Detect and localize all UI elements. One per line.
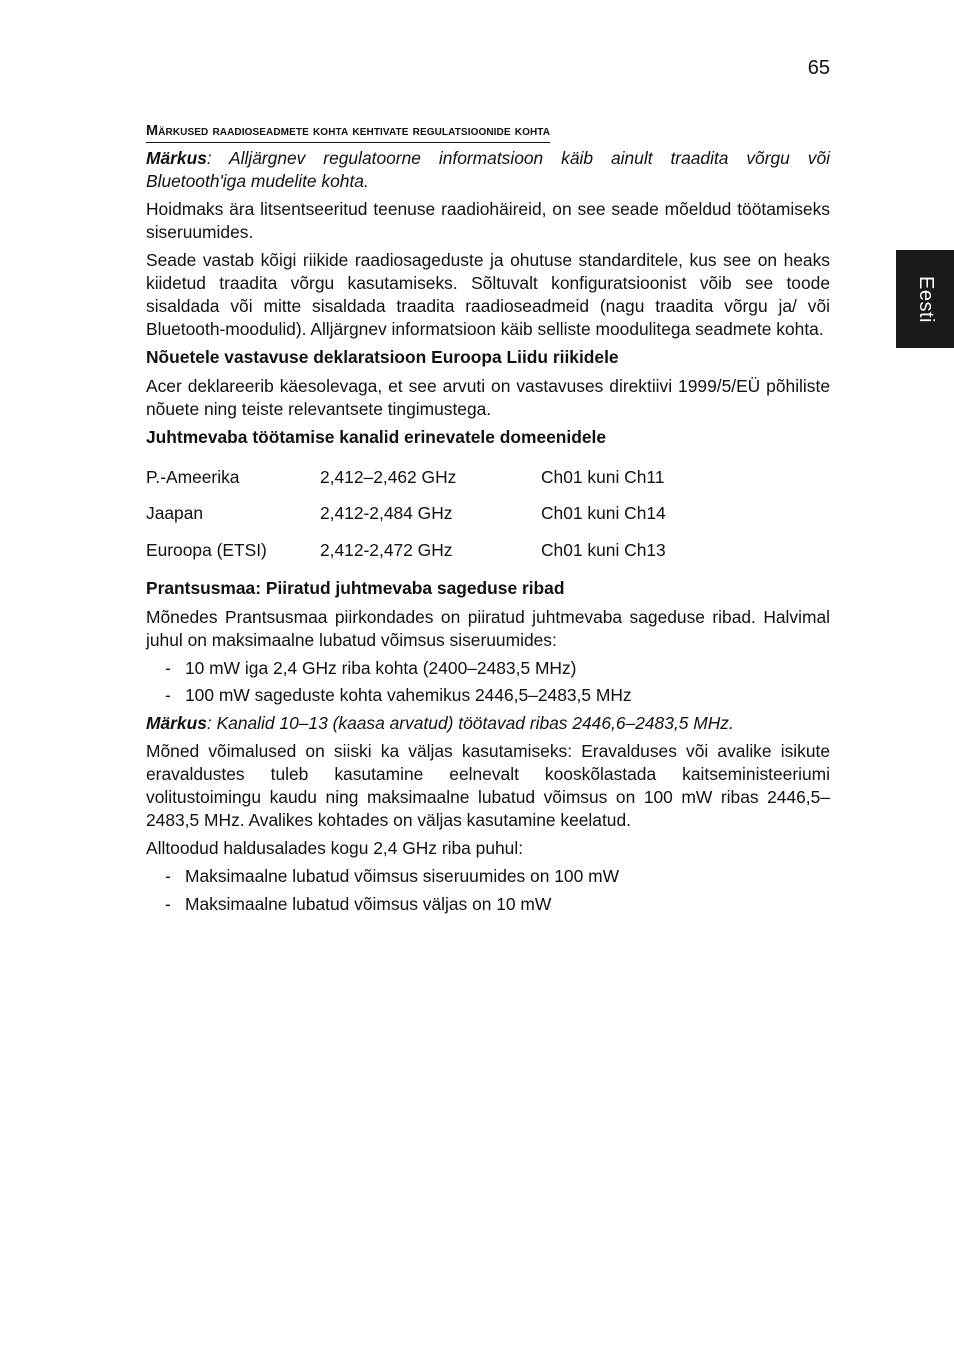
paragraph-outdoor-use: Mõned võimalused on siiski ka väljas kasutamiseks: Eravalduses või avalike isikute eravaldustes tuleb kasutamine eelnevalt kooskõlastada kaitseministeeriumi volitustoimingu kaudu ning maksimaalne lubatud võimsus on 100 mW ribas 2446,5–2483,5 MHz. Avalikes kohtades on väljas kasutamine keelatud. xyxy=(146,741,830,830)
note-label: Märkus xyxy=(146,148,207,168)
note-channels xyxy=(146,712,830,735)
region-cell: Jaapan xyxy=(146,503,204,524)
region-cell: Euroopa (ETSI) xyxy=(146,539,267,560)
power-limit-list xyxy=(146,657,830,708)
page-number: 65 xyxy=(807,57,830,79)
list-item-text: 10 mW iga 2,4 GHz riba kohta (2400–2483,5 MHz) xyxy=(185,657,577,678)
frequency-cell: 2,412-2,484 GHz xyxy=(320,503,453,524)
section-title: Märkused raadioseadmete kohta kehtivate regulatsioonide kohta xyxy=(146,121,550,143)
table-row xyxy=(146,532,830,569)
paragraph-standards: Seade vastab kõigi riikide raadiosageduste ja ohutuse standarditele, kus see on heaks kiidetud traadita võrgu kasutamiseks. Sõltuvalt konfiguratsioonist võib see toode sisaldada või mitte sisaldada traadita raadioseadmeid (nagu traadita võrgu ja/ või Bluetooth-moodulid). Alljärgnev informatsioon käib selliste moodulitega seadmete kohta. xyxy=(146,250,830,339)
dash-mark: - xyxy=(165,657,171,678)
domain-limit-list xyxy=(146,865,830,916)
channel-table xyxy=(146,459,830,569)
channels-cell: Ch01 kuni Ch13 xyxy=(541,539,666,560)
frequency-cell: 2,412-2,472 GHz xyxy=(320,539,453,560)
dash-mark: - xyxy=(165,866,171,886)
note-text: : Alljärgnev regulatoorne informatsioon käib ainult traadita võrgu või Bluetooth'iga mudelite kohta. xyxy=(146,148,830,191)
list-item-text: Maksimaalne lubatud võimsus siseruumides on 100 mW xyxy=(185,866,619,886)
dash-mark: - xyxy=(165,685,171,705)
table-row xyxy=(146,459,830,496)
dash-mark: - xyxy=(165,893,171,914)
heading-eu-declaration: Nõuetele vastavuse deklaratsioon Euroopa Liidu riikidele xyxy=(146,347,619,367)
note-wireless-models xyxy=(146,147,830,193)
list-item xyxy=(146,893,830,916)
frequency-cell: 2,412–2,462 GHz xyxy=(320,466,457,487)
note-label: Märkus xyxy=(146,713,207,733)
heading-france-bands: Prantsusmaa: Piiratud juhtmevaba sageduse ribad xyxy=(146,577,565,598)
channels-cell: Ch01 kuni Ch14 xyxy=(541,503,666,524)
list-item-text: 100 mW sageduste kohta vahemikus 2446,5–2483,5 MHz xyxy=(185,685,632,705)
list-item xyxy=(146,657,830,680)
page-content xyxy=(146,118,830,921)
paragraph-domains: Alltoodud haldusalades kogu 2,4 GHz riba puhul: xyxy=(146,838,524,858)
list-item xyxy=(146,865,830,888)
region-cell: P.-Ameerika xyxy=(146,466,240,487)
heading-wireless-channels: Juhtmevaba töötamise kanalid erinevatele domeenidele xyxy=(146,427,607,447)
list-item xyxy=(146,684,830,707)
channels-cell: Ch01 kuni Ch11 xyxy=(541,466,665,487)
paragraph-indoor-use: Hoidmaks ära litsentseeritud teenuse raadiohäireid, on see seade mõeldud töötamiseks siseruumides. xyxy=(146,199,830,242)
language-tab-label: Eesti xyxy=(914,275,937,323)
paragraph-france-regions: Mõnedes Prantsusmaa piirkondades on piiratud juhtmevaba sageduse ribad. Halvimal juhul on maksimaalne lubatud võimsus siseruumides: xyxy=(146,606,830,650)
list-item-text: Maksimaalne lubatud võimsus väljas on 10 mW xyxy=(185,893,552,914)
note-text: : Kanalid 10–13 (kaasa arvatud) töötavad ribas 2446,6–2483,5 MHz. xyxy=(206,713,734,733)
table-row xyxy=(146,496,830,533)
paragraph-acer-declaration: Acer deklareerib käesolevaga, et see arvuti on vastavuses direktiivi 1999/5/EÜ põhiliste nõuete ning teiste relevantsete tingimustega. xyxy=(146,376,830,419)
language-tab xyxy=(896,250,954,348)
